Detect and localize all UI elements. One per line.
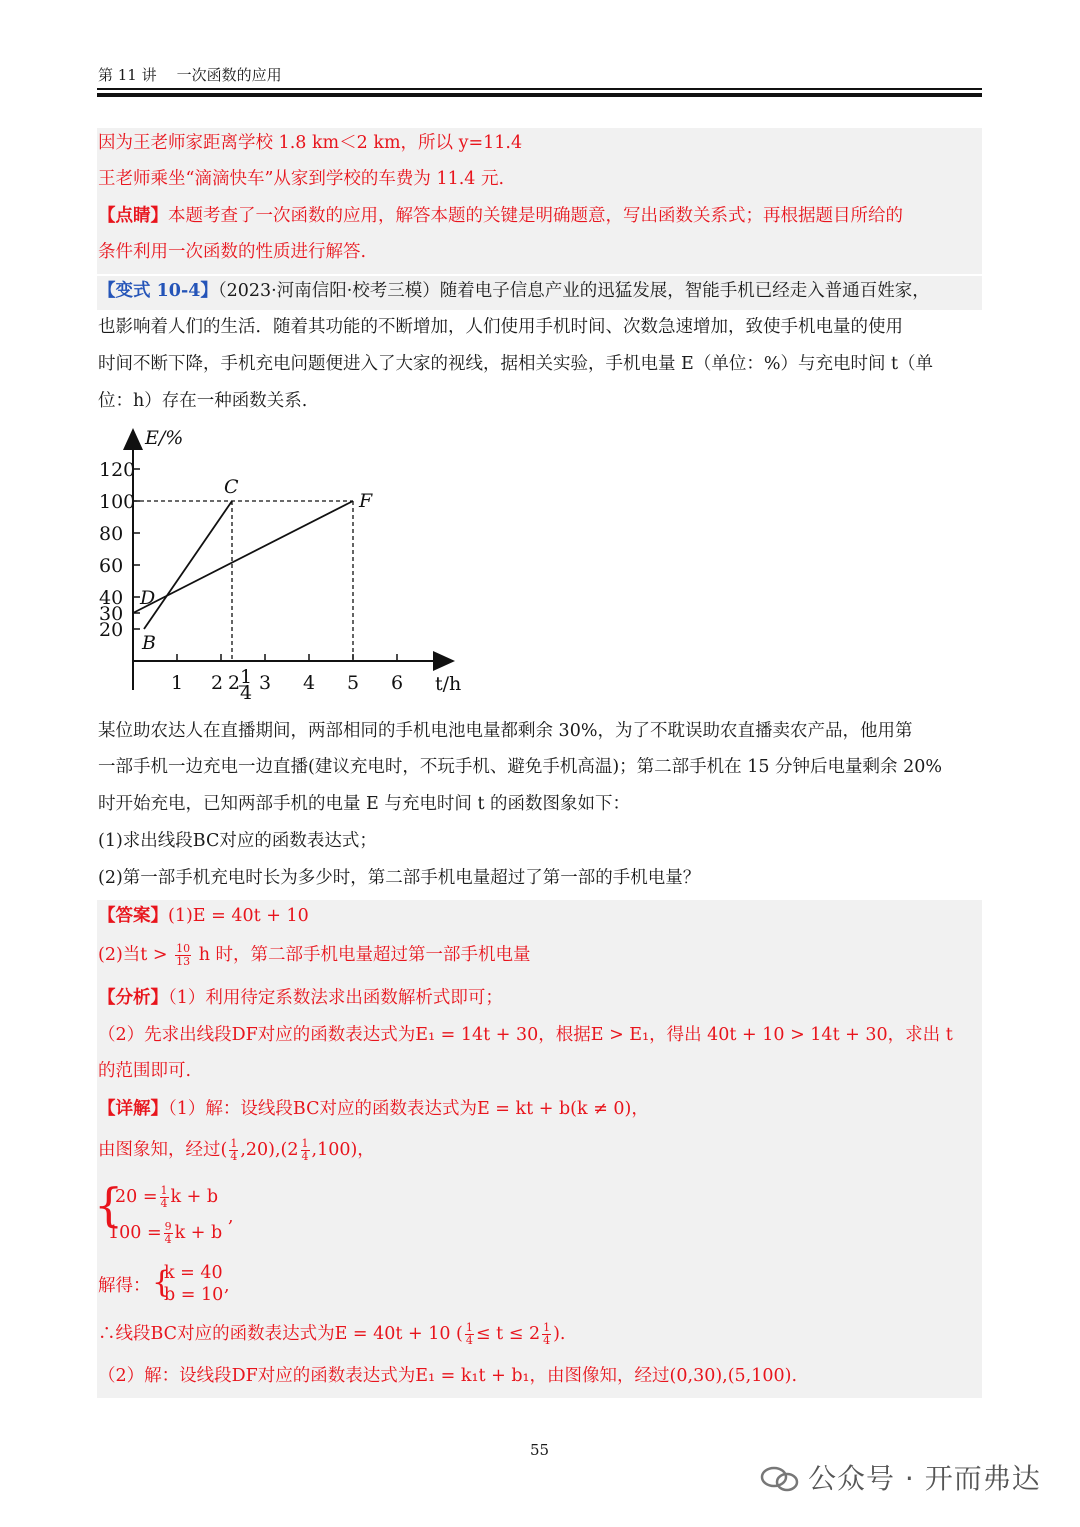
detail-2-end: ,100)，	[311, 1140, 375, 1160]
y-tick-label: 100	[99, 491, 136, 513]
analysis-line-3: 的范围即可.	[98, 1061, 192, 1081]
solve-k: k = 40	[164, 1263, 223, 1283]
x-tick-label	[228, 666, 252, 700]
comment-text-1: 本题考查了一次函数的应用，解答本题的关键是明确题意，写出函数关系式；再根据题目所给的	[168, 206, 903, 226]
solve-comma: ,	[224, 1276, 230, 1296]
equation-1: 20 = $\frac{1}{4}$ k + b	[115, 1184, 219, 1210]
function-graph	[95, 420, 475, 700]
fraction-one-quarter-2: $\frac{1}{4}$	[301, 1137, 309, 1163]
point-label-b: B	[142, 632, 156, 654]
svg-text:1: 1	[240, 666, 253, 688]
fraction-one-quarter: $\frac{1}{4}$	[230, 1137, 238, 1163]
detail-2-pre: 由图象知，经过(	[98, 1140, 228, 1160]
analysis-line-1	[98, 985, 503, 1011]
body-line-2: 一部手机一边充电一边直播(建议充电时，不玩手机、避免手机高温)；第二部手机在 15 分钟后电量剩余 20%	[98, 757, 943, 777]
solve-b: b = 10	[164, 1285, 224, 1305]
watermark-text: 公众号 · 开而弗达	[808, 1462, 1041, 1495]
analysis-line-2: （2）先求出线段DF对应的函数表达式为E₁ = 14t + 30，根据E > E₁，得出 40t + 10 > 14t + 30，求出 t	[98, 1025, 953, 1045]
body-line-3: 时开始充电，已知两部手机的电量 E 与充电时间 t 的函数图象如下：	[98, 794, 631, 814]
body-line-1: 某位助农达人在直播期间，两部相同的手机电池电量都剩余 30%，为了不耽误助农直播卖农产品，他用第	[98, 721, 913, 741]
analysis-text-1: （1）利用待定系数法求出函数解析式即可；	[168, 988, 503, 1008]
page-header	[98, 64, 282, 85]
page-number: 55	[530, 1441, 550, 1459]
x-tick-label: 4	[303, 672, 316, 694]
x-tick-label: 5	[347, 672, 360, 694]
detail-tag: 【详解】	[98, 1099, 168, 1119]
y-axis-label: E/%	[145, 427, 184, 449]
y-tick-label: 30	[99, 603, 124, 625]
answer-line-2	[98, 942, 531, 968]
y-tick-label: 60	[99, 555, 124, 577]
problem-line-4: 位：h）存在一种函数关系.	[98, 391, 308, 411]
question-2: (2)第一部手机充电时长为多少时，第二部手机电量超过了第一部的手机电量？	[98, 868, 701, 888]
comment-tag: 【点睛】	[98, 206, 168, 226]
series-line-2	[133, 501, 353, 613]
svg-text:4: 4	[240, 682, 253, 700]
problem-text-1: （2023·河南信阳·校考三模）随着电子信息产业的迅猛发展，智能手机已经走入普通百姓家，	[217, 281, 930, 301]
problem-line-3: 时间不断下降，手机充电问题便进入了大家的视线，据相关实验，手机电量 E（单位：%）与充电时间 t（单	[98, 354, 934, 374]
problem-line-1	[98, 278, 930, 304]
header-rule-thin	[97, 88, 982, 90]
wechat-icon	[760, 1466, 800, 1492]
solution-line-2: 王老师乘坐“滴滴快车”从家到学校的车费为 11.4 元.	[98, 169, 505, 189]
equation-2: 100 = $\frac{9}{4}$ k + b	[108, 1220, 223, 1246]
y-tick-label: 120	[99, 459, 136, 481]
solution-line-1: 因为王老师家距离学校 1.8 km＜2 km，所以 y=11.4	[98, 133, 523, 153]
answer-line-1	[98, 903, 309, 929]
solve-brace: {	[152, 1265, 172, 1300]
detail-2-mid: ,20),(2	[240, 1140, 299, 1160]
y-tick-label: 80	[99, 523, 124, 545]
point-label-d: D	[140, 587, 156, 609]
part2-line: （2）解：设线段DF对应的函数表达式为E₁ = k₁t + b₁，由图像知，经过(0,30),(5,100).	[98, 1366, 798, 1386]
problem-tag: 【变式 10-4】	[98, 281, 218, 301]
equation-comma: ,	[228, 1207, 234, 1227]
lecture-number: 第 11 讲	[98, 66, 157, 84]
answer-1: (1)E = 40t + 10	[168, 906, 309, 926]
watermark	[760, 1457, 1041, 1497]
point-label-f: F	[359, 490, 373, 512]
analysis-tag: 【分析】	[98, 988, 168, 1008]
comment-line-1	[98, 203, 903, 229]
solve-label: 解得：	[98, 1276, 151, 1296]
comment-line-2: 条件利用一次函数的性质进行解答.	[98, 242, 367, 262]
lecture-topic: 一次函数的应用	[176, 66, 282, 84]
detail-line-2	[98, 1137, 375, 1163]
answer-tag: 【答案】	[98, 906, 168, 926]
question-1: (1)求出线段BC对应的函数表达式；	[98, 831, 377, 851]
x-tick-label: 2	[211, 672, 224, 694]
therefore-line: ∴线段BC对应的函数表达式为E = 40t + 10 ( $\frac{1}{4}$ ≤ t ≤ 2 $\frac{1}{4}$ ).	[98, 1321, 566, 1347]
series-line-1	[144, 501, 232, 629]
answer-2-fraction: $\frac{10}{13}$	[176, 942, 191, 968]
x-tick-label: 6	[391, 672, 404, 694]
answer-2-pre: (2)当t >	[98, 945, 168, 965]
x-axis-label: t/h	[435, 673, 462, 695]
point-label-c: C	[224, 476, 239, 498]
svg-text:2: 2	[228, 672, 241, 694]
detail-text-1: （1）解：设线段BC对应的函数表达式为E = kt + b(k ≠ 0)，	[168, 1099, 649, 1119]
detail-line-1	[98, 1096, 649, 1122]
problem-line-2: 也影响着人们的生活．随着其功能的不断增加，人们使用手机时间、次数急速增加，致使手机电量的使用	[98, 317, 903, 337]
system-brace: {	[94, 1178, 124, 1232]
answer-2-post: h 时，第二部手机电量超过第一部手机电量	[198, 945, 531, 965]
x-tick-label: 1	[171, 672, 184, 694]
y-tick-label: 20	[99, 619, 124, 641]
header-rule-thick	[97, 93, 982, 97]
y-tick-label: 40	[99, 587, 124, 609]
x-tick-label: 3	[259, 672, 272, 694]
